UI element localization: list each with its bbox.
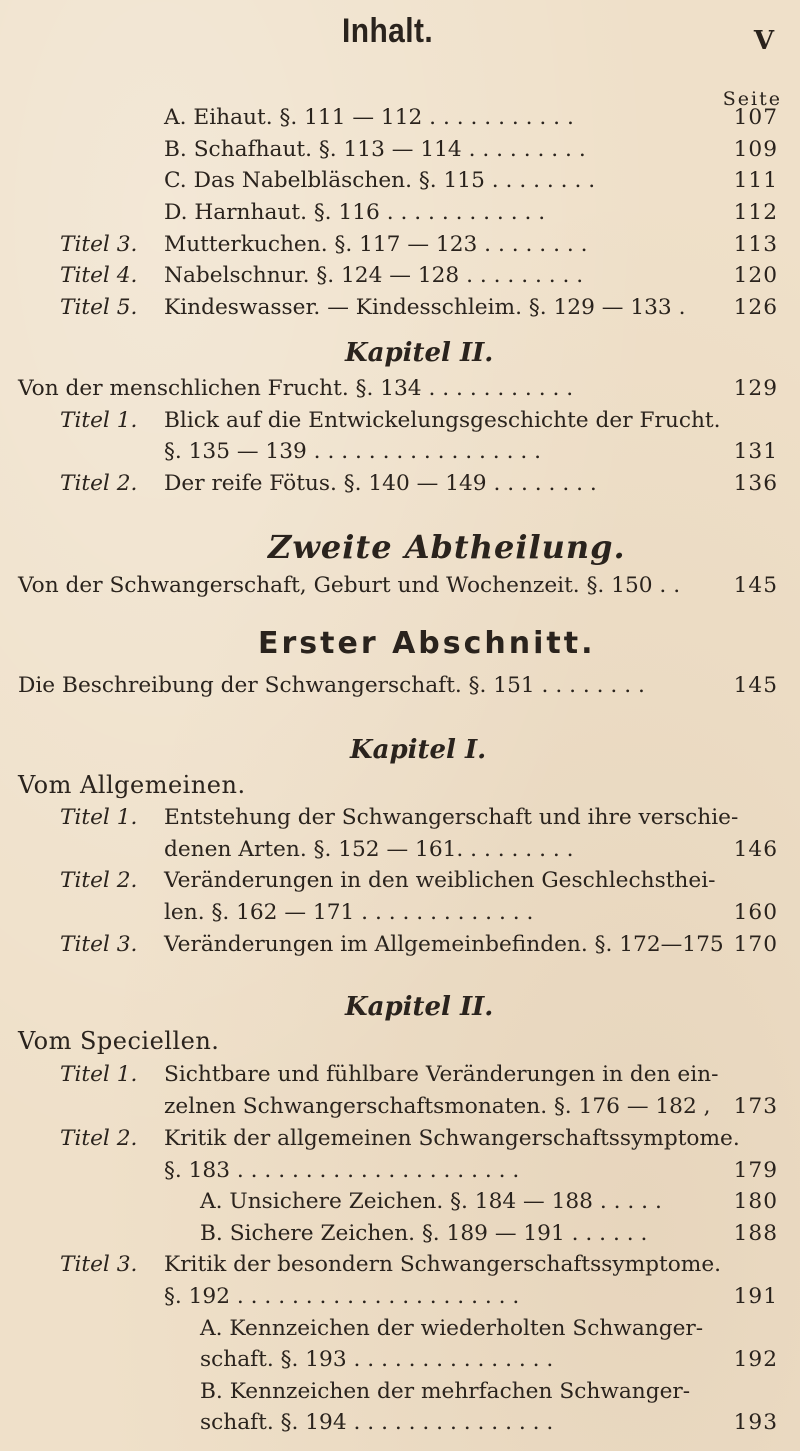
division-heading: Zweite Abtheilung. xyxy=(268,528,626,566)
toc-entry xyxy=(0,1344,800,1377)
toc-entry xyxy=(0,1407,800,1440)
toc-entry xyxy=(0,1091,800,1124)
toc-entry-page: 145 xyxy=(733,673,778,698)
seite-column-label: Seite xyxy=(722,88,782,110)
toc-entry-text: Von der Schwangerschaft, Geburt und Wochenzeit. §. 150 . . xyxy=(18,573,681,598)
toc-entry xyxy=(0,670,800,703)
toc-entry-text: Kritik der besondern Schwangerschaftssymptome. xyxy=(164,1252,722,1277)
toc-entry-text: schaft. §. 194 . . . . . . . . . . . . . . . xyxy=(200,1410,554,1435)
toc-entry-page: 146 xyxy=(733,837,778,862)
toc-entry-text: Entstehung der Schwangerschaft und ihre verschie- xyxy=(164,805,739,830)
toc-entry-text: §. 135 — 139 . . . . . . . . . . . . . . . . . xyxy=(164,439,542,464)
chapter-heading: Kapitel II. xyxy=(345,338,494,368)
toc-entry-page: 126 xyxy=(733,295,778,320)
toc-entry xyxy=(0,897,800,930)
toc-entry xyxy=(0,1249,800,1282)
toc-entry-label: Titel 3. xyxy=(60,232,138,257)
toc-entry-text: len. §. 162 — 171 . . . . . . . . . . . . . xyxy=(164,900,534,925)
toc-entry-page: 136 xyxy=(733,471,778,496)
subsection-heading: Vom Speciellen. xyxy=(18,1027,220,1055)
toc-entry-text: Sichtbare und fühlbare Veränderungen in den ein- xyxy=(164,1062,719,1087)
toc-entry xyxy=(0,373,800,406)
toc-entry-text: Blick auf die Entwickelungsgeschichte der Frucht. xyxy=(164,408,721,433)
toc-entry-page: 131 xyxy=(733,439,778,464)
toc-entry-label: Titel 1. xyxy=(60,1062,138,1087)
toc-entry-label: Titel 1. xyxy=(60,408,138,433)
toc-entry-text: Veränderungen in den weiblichen Geschlechsthei- xyxy=(164,868,716,893)
toc-entry-text: §. 192 . . . . . . . . . . . . . . . . . . . . . xyxy=(164,1284,520,1309)
toc-entry-page: 180 xyxy=(733,1189,778,1214)
toc-entry-text: Von der menschlichen Frucht. §. 134 . . . . . . . . . . . xyxy=(18,376,574,401)
toc-entry xyxy=(0,834,800,867)
toc-entry-label: Titel 2. xyxy=(60,868,138,893)
toc-entry xyxy=(0,260,800,293)
toc-entry-page: 192 xyxy=(733,1347,778,1372)
toc-entry xyxy=(0,1218,800,1251)
toc-entry-page: 179 xyxy=(733,1158,778,1183)
toc-entry-page: 111 xyxy=(733,168,778,193)
toc-entry-page: 109 xyxy=(733,137,778,162)
toc-entry-page: 145 xyxy=(733,573,778,598)
toc-entry xyxy=(0,1186,800,1219)
toc-entry-page: 191 xyxy=(733,1284,778,1309)
toc-entry-text: Mutterkuchen. §. 117 — 123 . . . . . . . . xyxy=(164,232,588,257)
toc-entry-page: 113 xyxy=(733,232,778,257)
toc-entry xyxy=(0,1313,800,1346)
toc-entry xyxy=(0,1376,800,1409)
chapter-heading: Kapitel II. xyxy=(345,992,494,1022)
toc-entry-label: Titel 2. xyxy=(60,471,138,496)
toc-entry-label: Titel 4. xyxy=(60,263,138,288)
subsection-heading: Vom Allgemeinen. xyxy=(18,771,246,799)
section-heading: Erster Abschnitt. xyxy=(258,626,596,661)
toc-entry-label: Titel 5. xyxy=(60,295,138,320)
toc-entry-page: 129 xyxy=(733,376,778,401)
toc-entry-text: Der reife Fötus. §. 140 — 149 . . . . . . . . xyxy=(164,471,597,496)
toc-entry-text: B. Kennzeichen der mehrfachen Schwanger- xyxy=(200,1379,691,1404)
page-title: Inhalt. xyxy=(342,12,434,50)
toc-entry-text: Veränderungen im Allgemeinbefinden. §. 172—175 xyxy=(164,932,724,957)
toc-entry xyxy=(0,1123,800,1156)
toc-entry-text: Nabelschnur. §. 124 — 128 . . . . . . . . . xyxy=(164,263,584,288)
toc-entry-text: C. Das Nabelbläschen. §. 115 . . . . . . . . xyxy=(164,168,596,193)
toc-entry-text: Kritik der allgemeinen Schwangerschaftssymptome. xyxy=(164,1126,740,1151)
toc-entry xyxy=(0,165,800,198)
toc-entry-page: 173 xyxy=(733,1094,778,1119)
toc-entry xyxy=(0,292,800,325)
toc-entry xyxy=(0,865,800,898)
toc-entry xyxy=(0,102,800,135)
toc-entry-label: Titel 3. xyxy=(60,932,138,957)
toc-entry-label: Titel 1. xyxy=(60,805,138,830)
toc-entry-page: 160 xyxy=(733,900,778,925)
toc-entry xyxy=(0,405,800,438)
toc-entry-page: 120 xyxy=(733,263,778,288)
toc-entry-page: 193 xyxy=(733,1410,778,1435)
chapter-heading: Kapitel I. xyxy=(350,735,487,765)
toc-entry-text: B. Schafhaut. §. 113 — 114 . . . . . . . . . xyxy=(164,137,586,162)
toc-entry-text: denen Arten. §. 152 — 161. . . . . . . . . xyxy=(164,837,574,862)
toc-entry-label: Titel 3. xyxy=(60,1252,138,1277)
toc-entry-text: Kindeswasser. — Kindesschleim. §. 129 — 133 . xyxy=(164,295,686,320)
toc-entry xyxy=(0,229,800,262)
toc-entry-text: B. Sichere Zeichen. §. 189 — 191 . . . . . . xyxy=(200,1221,648,1246)
toc-entry-text: zelnen Schwangerschaftsmonaten. §. 176 — 182 , xyxy=(164,1094,711,1119)
toc-entry xyxy=(0,134,800,167)
toc-entry xyxy=(0,929,800,962)
toc-entry-text: A. Eihaut. §. 111 — 112 . . . . . . . . . . . xyxy=(164,105,574,130)
toc-entry xyxy=(0,1281,800,1314)
page-number-roman: V xyxy=(753,26,774,56)
toc-entry xyxy=(0,468,800,501)
toc-entry-page: 170 xyxy=(733,932,778,957)
toc-entry xyxy=(0,802,800,835)
toc-entry-text: D. Harnhaut. §. 116 . . . . . . . . . . . . xyxy=(164,200,546,225)
toc-entry-text: schaft. §. 193 . . . . . . . . . . . . . . . xyxy=(200,1347,554,1372)
toc-entry xyxy=(0,436,800,469)
toc-entry-text: §. 183 . . . . . . . . . . . . . . . . . . . . . xyxy=(164,1158,520,1183)
toc-entry-page: 188 xyxy=(733,1221,778,1246)
toc-entry xyxy=(0,570,800,603)
toc-entry-label: Titel 2. xyxy=(60,1126,138,1151)
toc-entry-text: A. Unsichere Zeichen. §. 184 — 188 . . . . . xyxy=(200,1189,662,1214)
toc-entry-text: Die Beschreibung der Schwangerschaft. §. 151 . . . . . . . . xyxy=(18,673,645,698)
toc-entry-page: 112 xyxy=(733,200,778,225)
toc-entry xyxy=(0,1059,800,1092)
toc-entry-text: A. Kennzeichen der wiederholten Schwanger- xyxy=(200,1316,704,1341)
toc-entry xyxy=(0,1155,800,1188)
toc-entry-page: 107 xyxy=(733,105,778,130)
toc-entry xyxy=(0,197,800,230)
